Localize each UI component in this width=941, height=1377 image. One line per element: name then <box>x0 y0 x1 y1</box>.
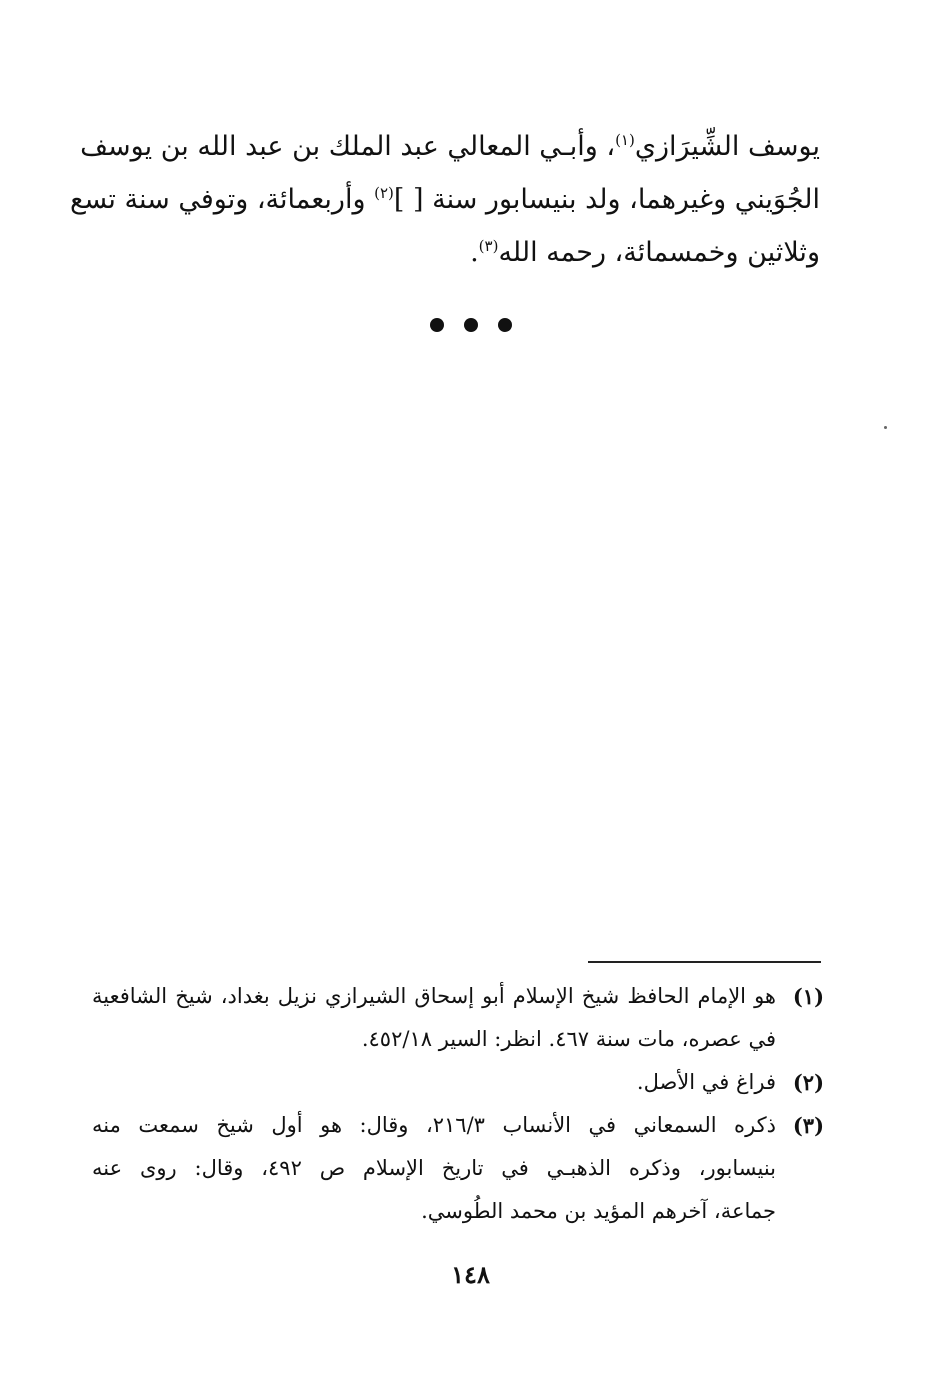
page-number: ١٤٨ <box>451 1260 490 1289</box>
footnote-line: ذكره السمعاني في الأنساب ٢١٦/٣، وقال: هو أول شيخ سمعت منه <box>92 1113 776 1137</box>
footnote-number: (٢) <box>792 1070 824 1095</box>
footnote-number: (١) <box>792 984 824 1009</box>
footnote-line: فراغ في الأصل. <box>636 1070 776 1094</box>
footnote-1 <box>92 975 824 1061</box>
paragraph-line-2 <box>69 173 820 226</box>
footnote-line: بنيسابور، وذكره الذهبـي في تاريخ الإسلام ص ٤٩٢، وقال: روى عنه <box>92 1156 777 1180</box>
footnote-divider <box>588 961 821 963</box>
paragraph-line-3 <box>92 226 820 279</box>
footnote-line: جماعة، آخرهم المؤيد بن محمد الطُوسي. <box>421 1199 776 1223</box>
scan-speck <box>884 426 887 429</box>
text-span: الجُوَيني وغيرهما، ولد بنيسابور سنة [ ] <box>393 184 820 215</box>
text-span: ، وأبـي المعالي عبد الملك بن عبد الله بن يوسف <box>80 131 616 162</box>
separator-dot <box>498 318 512 332</box>
footnote-text <box>92 1104 776 1233</box>
paragraph-line-1 <box>80 120 820 173</box>
footnote-3 <box>92 1104 824 1233</box>
footnote-ref-1[interactable]: (١) <box>615 131 635 149</box>
footnote-line: في عصره، مات سنة ٤٦٧. انظر: السير ٤٥٢/١٨. <box>361 1027 776 1051</box>
footnote-2 <box>92 1061 824 1104</box>
text-span: يوسف الشِّيرَازي <box>634 131 820 162</box>
main-paragraph <box>69 120 820 279</box>
footnotes-section <box>92 975 824 1233</box>
footnote-text <box>92 975 776 1061</box>
footnote-text <box>92 1061 776 1104</box>
footnote-line: هو الإمام الحافظ شيخ الإسلام أبو إسحاق الشيرازي نزيل بغداد، شيخ الشافعية <box>92 984 776 1008</box>
text-span: . <box>470 237 479 268</box>
footnote-number: (٣) <box>792 1113 824 1138</box>
section-separator <box>0 318 941 332</box>
footnote-ref-3[interactable]: (٣) <box>478 237 499 255</box>
separator-dot <box>430 318 444 332</box>
separator-dot <box>464 318 478 332</box>
text-span: وأربعمائة، وتوفي سنة تسع <box>69 184 375 215</box>
text-span: وثلاثين وخمسمائة، رحمه الله <box>498 237 820 268</box>
footnote-ref-2[interactable]: (٢) <box>374 184 394 202</box>
